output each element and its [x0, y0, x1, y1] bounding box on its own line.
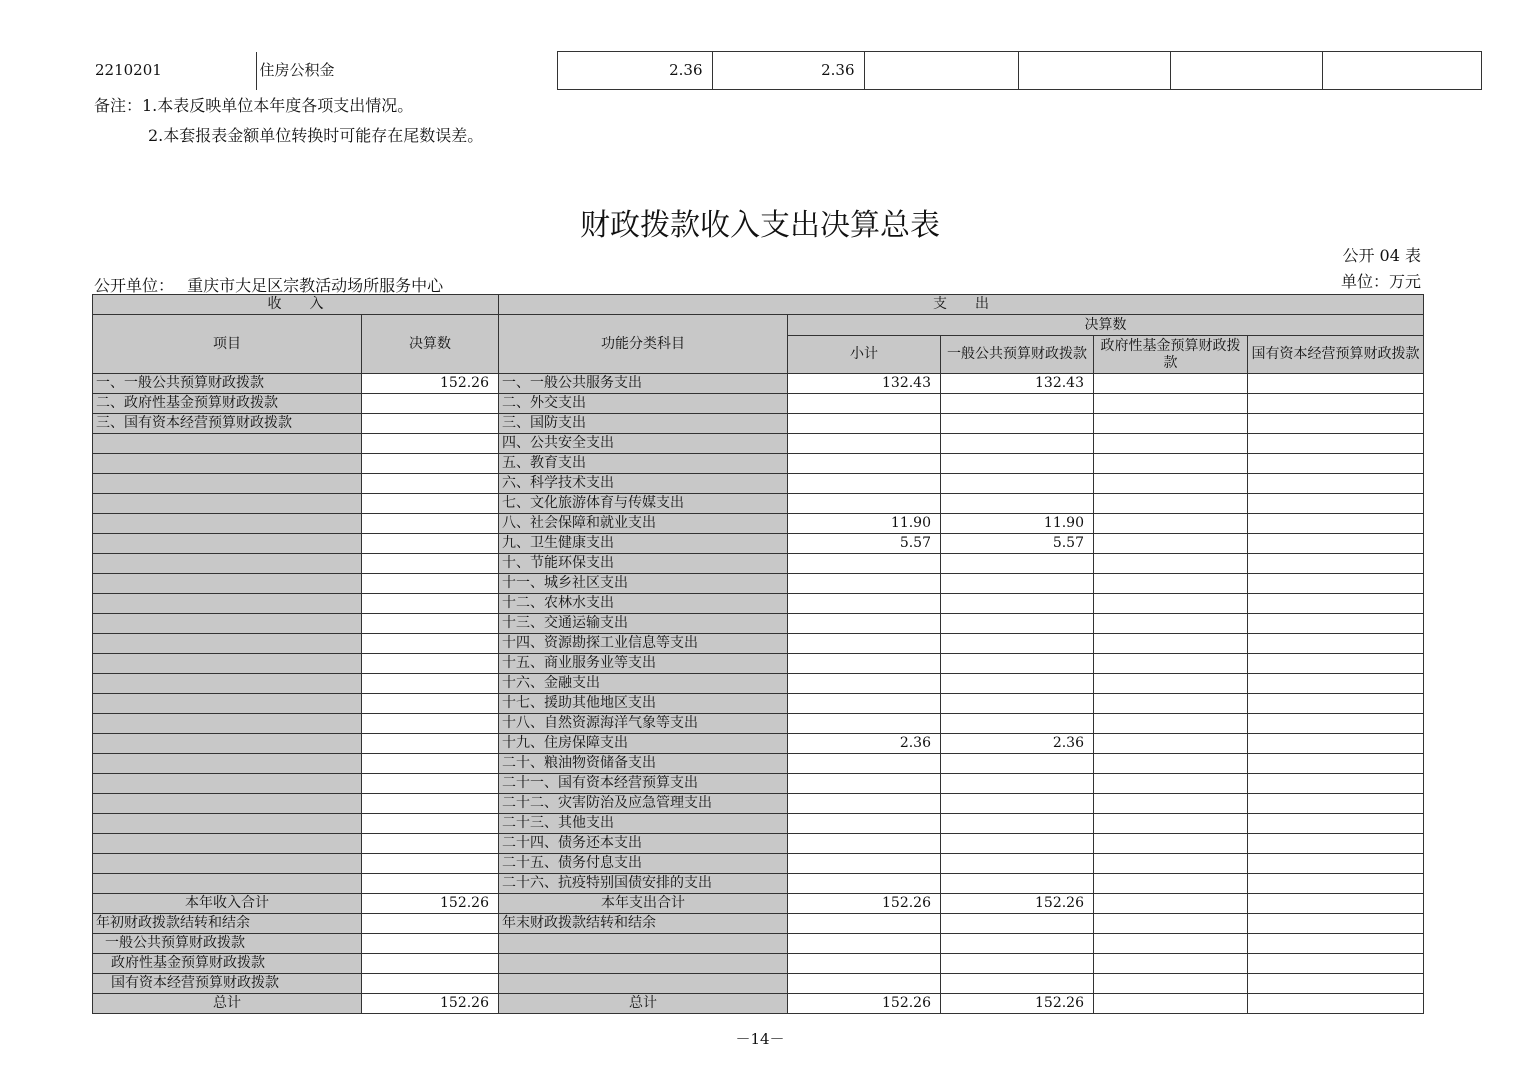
income-value [362, 734, 499, 754]
expense-gov-fund [1094, 694, 1248, 714]
expense-subtotal: 132.43 [788, 374, 941, 394]
expense-state-capital [1248, 674, 1424, 694]
prev-v6 [1322, 52, 1481, 90]
begin-balance-label: 年初财政拨款结转和结余 [93, 914, 362, 934]
expense-state-capital [1248, 814, 1424, 834]
table-row [92, 52, 1481, 90]
header-general-budget: 一般公共预算财政拨款 [941, 336, 1094, 374]
expense-general [941, 494, 1094, 514]
income-item [93, 574, 362, 594]
expense-general [941, 874, 1094, 894]
income-value [362, 714, 499, 734]
expense-subtotal: 11.90 [788, 514, 941, 534]
expense-state-capital [1248, 774, 1424, 794]
table-row [93, 494, 1424, 514]
income-value [362, 394, 499, 414]
income-item: 二、政府性基金预算财政拨款 [93, 394, 362, 414]
table-row [93, 834, 1424, 854]
income-value [362, 694, 499, 714]
org-name: 重庆市大足区宗教活动场所服务中心 [187, 276, 444, 295]
table-row [93, 574, 1424, 594]
expense-state-capital [1248, 554, 1424, 574]
expense-general [941, 654, 1094, 674]
table-row [93, 814, 1424, 834]
header-final-amount-group: 决算数 [788, 315, 1424, 336]
expense-gov-fund [1094, 474, 1248, 494]
header-row [93, 295, 1424, 315]
table-row [93, 634, 1424, 654]
expense-item: 七、文化旅游体育与传媒支出 [499, 494, 788, 514]
table-row [93, 454, 1424, 474]
expense-subtotal [788, 574, 941, 594]
expense-subtotal [788, 694, 941, 714]
expense-item: 四、公共安全支出 [499, 434, 788, 454]
expense-gov-fund [1094, 554, 1248, 574]
expense-gov-fund [1094, 454, 1248, 474]
header-subtotal: 小计 [788, 336, 941, 374]
expense-general [941, 594, 1094, 614]
expense-item: 六、科学技术支出 [499, 474, 788, 494]
expense-general [941, 454, 1094, 474]
expense-state-capital [1248, 874, 1424, 894]
income-item [93, 474, 362, 494]
table-row [93, 554, 1424, 574]
expense-subtotal [788, 634, 941, 654]
expense-subtotal [788, 714, 941, 734]
income-value [362, 594, 499, 614]
prev-v1: 2.36 [557, 52, 712, 90]
expense-general [941, 554, 1094, 574]
expense-subtotal: 5.57 [788, 534, 941, 554]
prev-v5 [1170, 52, 1322, 90]
prev-name: 住房公积金 [256, 52, 557, 90]
expense-general [941, 634, 1094, 654]
income-item [93, 654, 362, 674]
expense-state-capital [1248, 854, 1424, 874]
expense-general [941, 714, 1094, 734]
expense-gov-fund [1094, 674, 1248, 694]
table-row [93, 754, 1424, 774]
prev-v4 [1018, 52, 1170, 90]
expense-general [941, 574, 1094, 594]
income-value [362, 834, 499, 854]
income-value [362, 874, 499, 894]
table-row [93, 674, 1424, 694]
income-value [362, 574, 499, 594]
table-row [93, 654, 1424, 674]
income-item [93, 794, 362, 814]
income-value [362, 474, 499, 494]
income-total: 152.26 [362, 894, 499, 914]
header-final-amount: 决算数 [362, 315, 499, 374]
expense-subtotal [788, 474, 941, 494]
expense-general: 5.57 [941, 534, 1094, 554]
grand-general: 152.26 [941, 994, 1094, 1014]
balance-row [93, 974, 1424, 994]
income-item [93, 814, 362, 834]
total-row [93, 894, 1424, 914]
income-item [93, 534, 362, 554]
expense-item: 二十四、债务还本支出 [499, 834, 788, 854]
expense-subtotal [788, 774, 941, 794]
table-row [93, 874, 1424, 894]
expense-state-capital [1248, 454, 1424, 474]
expense-gov-fund [1094, 734, 1248, 754]
expense-state-capital [1248, 494, 1424, 514]
income-value [362, 554, 499, 574]
header-gov-fund: 政府性基金预算财政拨款 [1094, 336, 1248, 374]
expense-item: 五、教育支出 [499, 454, 788, 474]
income-item [93, 754, 362, 774]
expense-item: 二十、粮油物资储备支出 [499, 754, 788, 774]
expense-subtotal [788, 554, 941, 574]
income-value [362, 774, 499, 794]
table-row [93, 534, 1424, 554]
table-row [93, 694, 1424, 714]
expense-total-general: 152.26 [941, 894, 1094, 914]
expense-gov-fund [1094, 534, 1248, 554]
expense-state-capital [1248, 594, 1424, 614]
grand-total-row [93, 994, 1424, 1014]
expense-item: 九、卫生健康支出 [499, 534, 788, 554]
expense-subtotal [788, 394, 941, 414]
expense-state-capital [1248, 574, 1424, 594]
income-total-label: 本年收入合计 [93, 894, 362, 914]
expense-item: 二、外交支出 [499, 394, 788, 414]
expense-general [941, 614, 1094, 634]
expense-subtotal [788, 874, 941, 894]
expense-gov-fund [1094, 494, 1248, 514]
expense-item: 一、一般公共服务支出 [499, 374, 788, 394]
expense-gov-fund [1094, 414, 1248, 434]
expense-item: 十二、农林水支出 [499, 594, 788, 614]
expense-subtotal [788, 434, 941, 454]
expense-subtotal [788, 814, 941, 834]
expense-state-capital [1248, 694, 1424, 714]
income-value [362, 654, 499, 674]
expense-state-capital [1248, 834, 1424, 854]
income-value [362, 414, 499, 434]
income-item [93, 554, 362, 574]
expense-gov-fund [1094, 714, 1248, 734]
expense-state-capital [1248, 794, 1424, 814]
expense-state-capital [1248, 614, 1424, 634]
expense-subtotal: 2.36 [788, 734, 941, 754]
header-expense: 支 出 [499, 295, 1424, 315]
income-value [362, 674, 499, 694]
income-item [93, 634, 362, 654]
table-row [93, 394, 1424, 414]
expense-gov-fund [1094, 654, 1248, 674]
expense-state-capital [1248, 474, 1424, 494]
expense-subtotal [788, 794, 941, 814]
expense-gov-fund [1094, 634, 1248, 654]
org-label: 公开单位： [94, 276, 175, 295]
expense-gov-fund [1094, 814, 1248, 834]
expense-state-capital [1248, 394, 1424, 414]
expense-item: 十八、自然资源海洋气象等支出 [499, 714, 788, 734]
income-value [362, 534, 499, 554]
header-income: 收 入 [93, 295, 499, 315]
expense-general [941, 794, 1094, 814]
income-value [362, 814, 499, 834]
expense-item: 十四、资源勘探工业信息等支出 [499, 634, 788, 654]
expense-item: 十三、交通运输支出 [499, 614, 788, 634]
balance-row [93, 954, 1424, 974]
expense-item: 十六、金融支出 [499, 674, 788, 694]
expense-item: 二十五、债务付息支出 [499, 854, 788, 874]
main-table [92, 294, 1424, 1014]
expense-gov-fund [1094, 394, 1248, 414]
table-row [93, 474, 1424, 494]
table-row [93, 374, 1424, 394]
expense-general [941, 774, 1094, 794]
balance-row [93, 934, 1424, 954]
end-balance-label: 年末财政拨款结转和结余 [499, 914, 788, 934]
expense-gov-fund [1094, 774, 1248, 794]
expense-gov-fund [1094, 874, 1248, 894]
expense-gov-fund [1094, 434, 1248, 454]
expense-state-capital [1248, 374, 1424, 394]
income-value [362, 634, 499, 654]
income-item [93, 854, 362, 874]
expense-gov-fund [1094, 514, 1248, 534]
note-2: 2.本套报表金额单位转换时可能存在尾数误差。 [148, 126, 484, 145]
expense-total-gov-fund [1094, 894, 1248, 914]
income-value [362, 614, 499, 634]
expense-general [941, 854, 1094, 874]
income-value [362, 434, 499, 454]
expense-general: 132.43 [941, 374, 1094, 394]
previous-table [92, 51, 1482, 90]
expense-state-capital [1248, 434, 1424, 454]
org-line [94, 273, 443, 296]
income-item [93, 594, 362, 614]
header-item: 项目 [93, 315, 362, 374]
expense-general: 11.90 [941, 514, 1094, 534]
income-item [93, 734, 362, 754]
page-title: 财政拨款收入支出决算总表 [580, 208, 940, 243]
unit-label: 单位：万元 [1340, 272, 1421, 291]
expense-state-capital [1248, 734, 1424, 754]
expense-gov-fund [1094, 794, 1248, 814]
note-1: 备注：1.本表反映单位本年度各项支出情况。 [94, 96, 414, 115]
expense-state-capital [1248, 754, 1424, 774]
table-row [93, 414, 1424, 434]
expense-state-capital [1248, 654, 1424, 674]
expense-subtotal [788, 754, 941, 774]
expense-subtotal [788, 614, 941, 634]
expense-gov-fund [1094, 854, 1248, 874]
table-row [93, 794, 1424, 814]
expense-general [941, 414, 1094, 434]
expense-general: 2.36 [941, 734, 1094, 754]
expense-subtotal [788, 454, 941, 474]
expense-general [941, 674, 1094, 694]
prev-v3 [864, 52, 1018, 90]
income-item [93, 834, 362, 854]
table-row [93, 614, 1424, 634]
header-row [93, 315, 1424, 336]
balance-row [93, 914, 1424, 934]
income-item [93, 454, 362, 474]
income-item [93, 874, 362, 894]
expense-item: 二十三、其他支出 [499, 814, 788, 834]
expense-subtotal [788, 854, 941, 874]
begin-gov-fund: 政府性基金预算财政拨款 [93, 954, 362, 974]
expense-subtotal [788, 414, 941, 434]
expense-subtotal [788, 494, 941, 514]
table-row [93, 514, 1424, 534]
expense-gov-fund [1094, 754, 1248, 774]
expense-state-capital [1248, 414, 1424, 434]
expense-general [941, 754, 1094, 774]
begin-general: 一般公共预算财政拨款 [93, 934, 362, 954]
grand-income: 152.26 [362, 994, 499, 1014]
income-value [362, 454, 499, 474]
table-row [93, 774, 1424, 794]
income-item [93, 494, 362, 514]
grand-income-label: 总计 [93, 994, 362, 1014]
expense-general [941, 694, 1094, 714]
header-state-capital: 国有资本经营预算财政拨款 [1248, 336, 1424, 374]
expense-item: 十一、城乡社区支出 [499, 574, 788, 594]
income-value [362, 754, 499, 774]
table-row [93, 434, 1424, 454]
expense-general [941, 474, 1094, 494]
expense-general [941, 834, 1094, 854]
income-item: 三、国有资本经营预算财政拨款 [93, 414, 362, 434]
expense-item: 八、社会保障和就业支出 [499, 514, 788, 534]
expense-gov-fund [1094, 594, 1248, 614]
income-value [362, 854, 499, 874]
expense-state-capital [1248, 514, 1424, 534]
income-item [93, 514, 362, 534]
table-row [93, 854, 1424, 874]
expense-item: 十七、援助其他地区支出 [499, 694, 788, 714]
income-item [93, 434, 362, 454]
table-row [93, 594, 1424, 614]
expense-subtotal [788, 834, 941, 854]
expense-general [941, 394, 1094, 414]
expense-subtotal [788, 654, 941, 674]
expense-item: 二十二、灾害防治及应急管理支出 [499, 794, 788, 814]
income-item [93, 614, 362, 634]
expense-gov-fund [1094, 374, 1248, 394]
income-item [93, 774, 362, 794]
expense-item: 二十一、国有资本经营预算支出 [499, 774, 788, 794]
expense-item: 十五、商业服务业等支出 [499, 654, 788, 674]
income-item [93, 694, 362, 714]
income-value [362, 494, 499, 514]
expense-state-capital [1248, 534, 1424, 554]
begin-state-capital: 国有资本经营预算财政拨款 [93, 974, 362, 994]
income-value [362, 514, 499, 534]
table-row [93, 734, 1424, 754]
table-row [93, 714, 1424, 734]
expense-gov-fund [1094, 574, 1248, 594]
expense-item: 三、国防支出 [499, 414, 788, 434]
income-item: 一、一般公共预算财政拨款 [93, 374, 362, 394]
expense-subtotal [788, 594, 941, 614]
grand-subtotal: 152.26 [788, 994, 941, 1014]
prev-code: 2210201 [92, 52, 256, 90]
expense-general [941, 814, 1094, 834]
expense-gov-fund [1094, 834, 1248, 854]
expense-item: 十九、住房保障支出 [499, 734, 788, 754]
expense-subtotal [788, 674, 941, 694]
grand-expense-label: 总计 [499, 994, 788, 1014]
expense-state-capital [1248, 714, 1424, 734]
income-value: 152.26 [362, 374, 499, 394]
expense-general [941, 434, 1094, 454]
expense-total-label: 本年支出合计 [499, 894, 788, 914]
income-item [93, 674, 362, 694]
table-number: 公开 04 表 [1342, 246, 1421, 265]
income-value [362, 794, 499, 814]
expense-item: 十、节能环保支出 [499, 554, 788, 574]
prev-v2: 2.36 [712, 52, 864, 90]
expense-total-state-capital [1248, 894, 1424, 914]
expense-state-capital [1248, 634, 1424, 654]
expense-gov-fund [1094, 614, 1248, 634]
page-number: －14－ [735, 1030, 785, 1048]
expense-total-subtotal: 152.26 [788, 894, 941, 914]
expense-item: 二十六、抗疫特别国债安排的支出 [499, 874, 788, 894]
income-item [93, 714, 362, 734]
header-func-class: 功能分类科目 [499, 315, 788, 374]
